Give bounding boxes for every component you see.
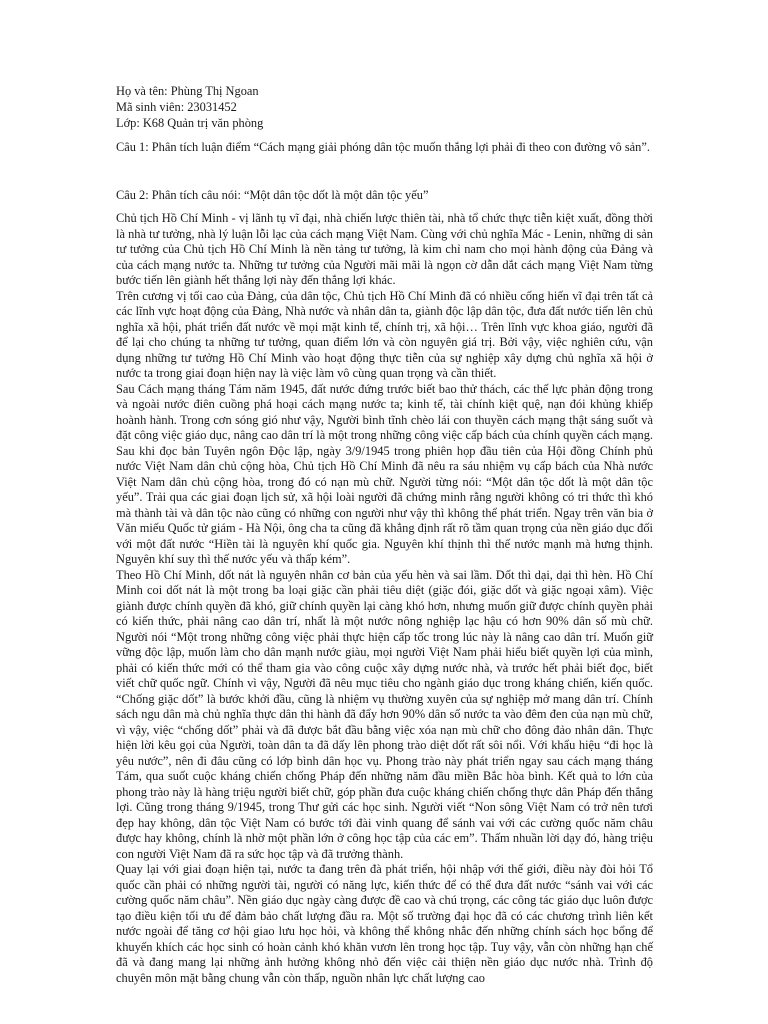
student-info <box>116 83 263 131</box>
student-class: Lớp: K68 Quản trị văn phòng <box>116 116 264 130</box>
paragraph-intro: Chủ tịch Hồ Chí Minh - vị lãnh tụ vĩ đại, nhà chiến lược thiên tài, nhà tổ chức thực tiễn kiệt xuất, đồng thời là nhà tư tưởng, nhà lý luận lỗi lạc của cách mạng Việt Nam. Cùng với chủ nghĩa Mác - Lenin, những di sản tư tưởng của Chủ tịch Hồ Chí Minh là nền tảng tư tưởng, là kim chỉ nam cho mọi hành động của Đảng và của cách mạng nước ta. Những tư tưởng của Người mãi mãi là ngọn cờ dẫn dắt cách mạng Việt Nam từng bước tiến lên giành hết thắng lợi này đến thắng lợi khác. <box>116 211 653 287</box>
question-2: Câu 2: Phân tích câu nói: “Một dân tộc dốt là một dân tộc yếu” <box>116 188 429 202</box>
question-1: Câu 1: Phân tích luận điểm “Cách mạng giải phóng dân tộc muốn thắng lợi phải đi theo con đường vô sản”. <box>116 140 650 154</box>
paragraph-present: Quay lại với giai đoạn hiện tại, nước ta đang trên đà phát triển, hội nhập với thế giới, điều này đòi hỏi Tổ quốc cần phải có những người tài, người có năng lực, kiến thức để có thể đưa đất nước “sánh vai với các cường quốc năm châu”. Nền giáo dục ngày càng được đề cao và chú trọng, các công tác giáo dục luôn được tạo điều kiện tối ưu để đảm bảo chất lượng đầu ra. Một số trường đại học đã có các chương trình liên kết nước ngoài để tăng cơ hội giao lưu học hỏi, và không thể không nhắc đến những chính sách học bổng để khuyến khích các học sinh có hoàn cảnh khó khăn vươn lên trong học tập. Tuy vậy, vẫn còn những hạn chế đã và đang mang lại những ảnh hưởng không nhỏ đến việc cải thiện nền giáo dục nước nhà. Trình độ chuyên môn mặt bằng chung vẫn còn thấp, nguồn nhân lực chất lượng cao <box>116 862 653 985</box>
student-name: Họ và tên: Phùng Thị Ngoan <box>116 84 259 98</box>
essay-body <box>116 211 653 986</box>
student-id: Mã sinh viên: 23031452 <box>116 100 237 114</box>
paragraph-history: Sau Cách mạng tháng Tám năm 1945, đất nước đứng trước biết bao thử thách, các thế lực phản động trong và ngoài nước điên cuồng phá hoại cách mạng nước ta; kinh tế, tài chính kiệt quệ, nạn đói khủng khiếp hoành hành. Trong cơn sóng gió như vậy, Người bình tĩnh chèo lái con thuyền cách mạng thật sáng suốt và đặt công việc giáo dục, nâng cao dân trí là một trong những công việc cấp bách của chính quyền cách mạng. Sau khi đọc bản Tuyên ngôn Độc lập, ngày 3/9/1945 trong phiên họp đầu tiên của Hội đồng Chính phủ nước Việt Nam dân chủ cộng hòa, Chủ tịch Hồ Chí Minh đã nêu ra sáu nhiệm vụ cấp bách của Nhà nước Việt Nam dân chủ cộng hòa, trong đó có nạn mù chữ. Người từng nói: “Một dân tộc dốt là một dân tộc yếu”. Trải qua các giai đoạn lịch sử, xã hội loài người đã chứng minh rằng người không có tri thức thì khó mà thành tài và dân tộc nào cũng có những con người như vậy thì không thể phát triển. Ngay trên văn bia ở Văn miếu Quốc tử giám - Hà Nội, ông cha ta cũng đã khẳng định rất rõ tầm quan trọng của nền giáo dục đối với một đất nước “Hiền tài là nguyên khí quốc gia. Nguyên khí thịnh thì thế nước mạnh mà hưng thịnh. Nguyên khí suy thì thế nước yếu và thấp kém”. <box>116 381 653 566</box>
paragraph-ignorance: Theo Hồ Chí Minh, dốt nát là nguyên nhân cơ bản của yếu hèn và sai lầm. Dốt thì dại, dại thì hèn. Hồ Chí Minh coi dốt nát là một trong ba loại giặc cần phải tiêu diệt (giặc đói, giặc dốt và giặc ngoại xâm). Việc giành được chính quyền đã khó, giữ chính quyền lại càng khó hơn, nhưng muốn giữ được chính quyền phải có kiến thức, phải nâng cao dân trí, nhất là một nước nông nghiệp lạc hậu có hơn 90% dân số mù chữ. Người nói “Một trong những công việc phải thực hiện cấp tốc trong lúc này là nâng cao dân trí. Muốn giữ vững độc lập, muốn làm cho dân mạnh nước giàu, mọi người Việt Nam phải hiểu biết quyền lợi của mình, phải có kiến thức mới có thể tham gia vào công cuộc xây dựng nước nhà, và trước hết phải biết đọc, biết viết chữ quốc ngữ. Chính vì vậy, Người đã nêu mục tiêu cho ngành giáo dục trong kháng chiến, kiến quốc. “Chống giặc dốt” là bước khởi đầu, cũng là nhiệm vụ thường xuyên của sự nghiệp mở mang dân trí. Chính sách ngu dân mà chủ nghĩa thực dân thi hành đã đẩy hơn 90% dân số nước ta vào đêm đen của nạn mù chữ, vì vậy, việc “chống dốt” phải và đã được bắt đầu bằng việc xóa nạn mù chữ cho đông đảo nhân dân. Thực hiện lời kêu gọi của Người, toàn dân ta đã dấy lên phong trào diệt dốt rất sôi nổi. Với khẩu hiệu “đi học là yêu nước”, nên đi đâu cũng có lớp bình dân học vụ. Phong trào này phát triển ngay sau cách mạng tháng Tám, qua suốt cuộc kháng chiến chống Pháp đến những năm đầu miền Bắc hòa bình. Kết quả to lớn của phong trào này là hàng triệu người biết chữ, góp phần đưa cuộc kháng chiến chống thực dân Pháp đến thắng lợi. Cũng trong tháng 9/1945, trong Thư gửi các học sinh. Người viết “Non sông Việt Nam có trở nên tươi đẹp hay không, dân tộc Việt Nam có bước tới đài vinh quang để sánh vai với các cường quốc năm châu được hay không, chính là nhờ một phần lớn ở công học tập của các em”. Thấm nhuần lời dạy đó, hàng triệu con người Việt Nam đã ra sức học tập và đã trưởng thành. <box>116 567 653 861</box>
paragraph-role: Trên cương vị tối cao của Đảng, của dân tộc, Chủ tịch Hồ Chí Minh đã có nhiều cống hiến vĩ đại trên tất cả các lĩnh vực hoạt động của Đảng, Nhà nước và nhân dân ta, giành độc lập dân tộc, đưa đất nước tiến lên chủ nghĩa xã hội, phát triển đất nước về mọi mặt kinh tế, chính trị, xã hội… Trên lĩnh vực khoa giáo, người đã để lại cho chúng ta những tư tưởng, quan điểm lớn và còn nguyên giá trị. Bởi vậy, việc nghiên cứu, vận dụng những tư tưởng Hồ Chí Minh vào hoạt động thực tiễn của sự nghiệp xây dựng chủ nghĩa xã hội ở nước ta trong giai đoạn hiện nay là việc làm vô cùng quan trọng và cần thiết. <box>116 288 653 380</box>
